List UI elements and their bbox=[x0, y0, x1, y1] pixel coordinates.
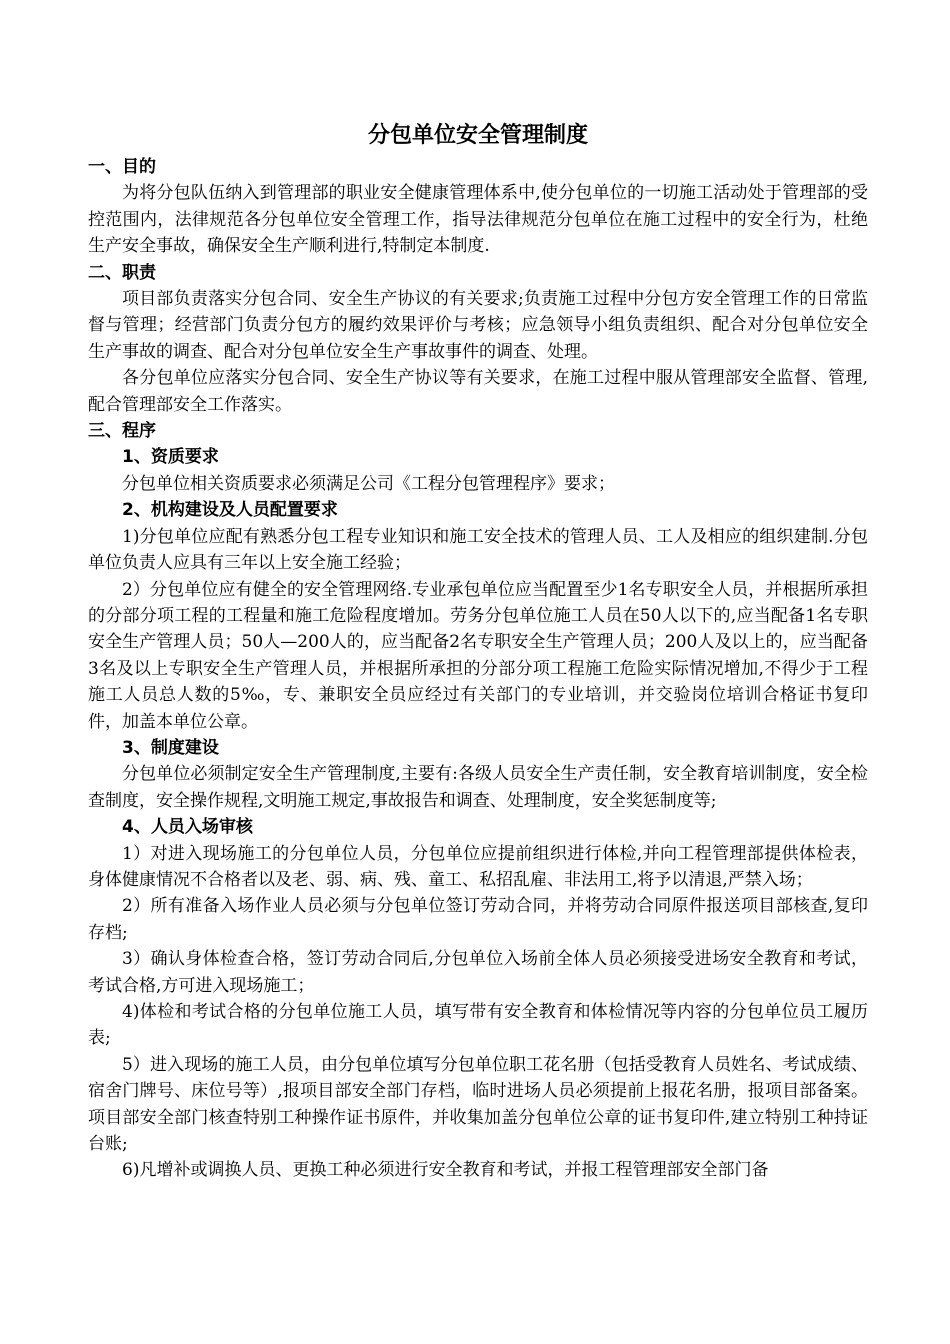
section-heading-responsibilities: 二、职责 bbox=[88, 262, 156, 283]
paragraph: 3）确认身体检查合格，签订劳动合同后,分包单位入场前全体人员必须接受进场安全教育和考试，考试合格,方可进入现场施工； bbox=[88, 949, 868, 996]
paragraph: 分包单位必须制定安全生产管理制度,主要有:各级人员安全生产责任制，安全教育培训制度，安全检查制度，安全操作规程,文明施工规定,事故报告和调查、处理制度，安全奖惩制度等; bbox=[88, 764, 868, 811]
paragraph: 4)体检和考试合格的分包单位施工人员，填写带有安全教育和体检情况等内容的分包单位员工履历表; bbox=[88, 1002, 868, 1049]
paragraph: 2）所有准备入场作业人员必须与分包单位签订劳动合同，并将劳动合同原件报送项目部核查,复印存档; bbox=[88, 896, 868, 943]
paragraph: 1)分包单位应配有熟悉分包工程专业知识和施工安全技术的管理人员、工人及相应的组织建制.分包单位负责人应具有三年以上安全施工经验； bbox=[88, 526, 868, 574]
paragraph: 分包单位相关资质要求必须满足公司《工程分包管理程序》要求； bbox=[122, 473, 615, 494]
section-heading-procedure: 三、程序 bbox=[88, 421, 156, 442]
subsection-heading-system: 3、制度建设 bbox=[122, 737, 219, 758]
paragraph: 6)凡增补或调换人员、更换工种必须进行安全教育和考试，并报工程管理部安全部门备 bbox=[122, 1160, 769, 1181]
paragraph: 项目部负责落实分包合同、安全生产协议的有关要求;负责施工过程中分包方安全管理工作的日常监督与管理；经营部门负责分包方的履约效果评价与考核；应急领导小组负责组织、配合对分包单位安全生产事故的调查、配合对分包单位安全生产事故事件的调查、处理。 bbox=[88, 289, 868, 362]
subsection-heading-personnel-review: 4、人员入场审核 bbox=[122, 817, 253, 838]
subsection-heading-organization: 2、机构建设及人员配置要求 bbox=[122, 500, 338, 521]
document-page bbox=[88, 120, 868, 1184]
subsection-heading-qualification: 1、资质要求 bbox=[122, 447, 219, 468]
document-title: 分包单位安全管理制度 bbox=[367, 123, 588, 148]
paragraph: 1）对进入现场施工的分包单位人员，分包单位应提前组织进行体检,并向工程管理部提供体检表，身体健康情况不合格者以及老、弱、病、残、童工、私招乱雇、非法用工,将予以清退,严禁入场； bbox=[88, 843, 868, 890]
paragraph: 各分包单位应落实分包合同、安全生产协议等有关要求，在施工过程中服从管理部安全监督、管理,配合管理部安全工作落实。 bbox=[88, 368, 868, 415]
section-heading-purpose: 一、目的 bbox=[88, 157, 156, 177]
paragraph: 2）分包单位应有健全的安全管理网络.专业承包单位应当配置至少1名专职安全人员，并根据所承担的分部分项工程的工程量和施工危险程度增加。劳务分包单位施工人员在50人以下的,应当配备1名专职安全生产管理人员；50人—200人的，应当配备2名专职安全生产管理人员；200人及以上的，应当配备3名及以上专职安全生产管理人员，并根据所承担的分部分项工程施工危险实际情况增加,不得少于工程施工人员总人数的5‰，专、兼职安全员应经过有关部门的专业培训，并交验岗位培训合格证书复印件，加盖本单位公章。 bbox=[88, 579, 868, 732]
paragraph: 为将分包队伍纳入到管理部的职业安全健康管理体系中,使分包单位的一切施工活动处于管理部的受控范围内，法律规范各分包单位安全管理工作，指导法律规范分包单位在施工过程中的安全行为，杜绝生产安全事故，确保安全生产顺利进行,特制定本制度. bbox=[88, 183, 868, 257]
paragraph: 5）进入现场的施工人员，由分包单位填写分包单位职工花名册（包括受教育人员姓名、考试成绩、宿舍门牌号、床位号等）,报项目部安全部门存档，临时进场人员必须提前上报花名册，报项目部备案。项目部安全部门核查特别工种操作证书原件，并收集加盖分包单位公章的证书复印件,建立特别工种持证台账; bbox=[88, 1054, 868, 1155]
